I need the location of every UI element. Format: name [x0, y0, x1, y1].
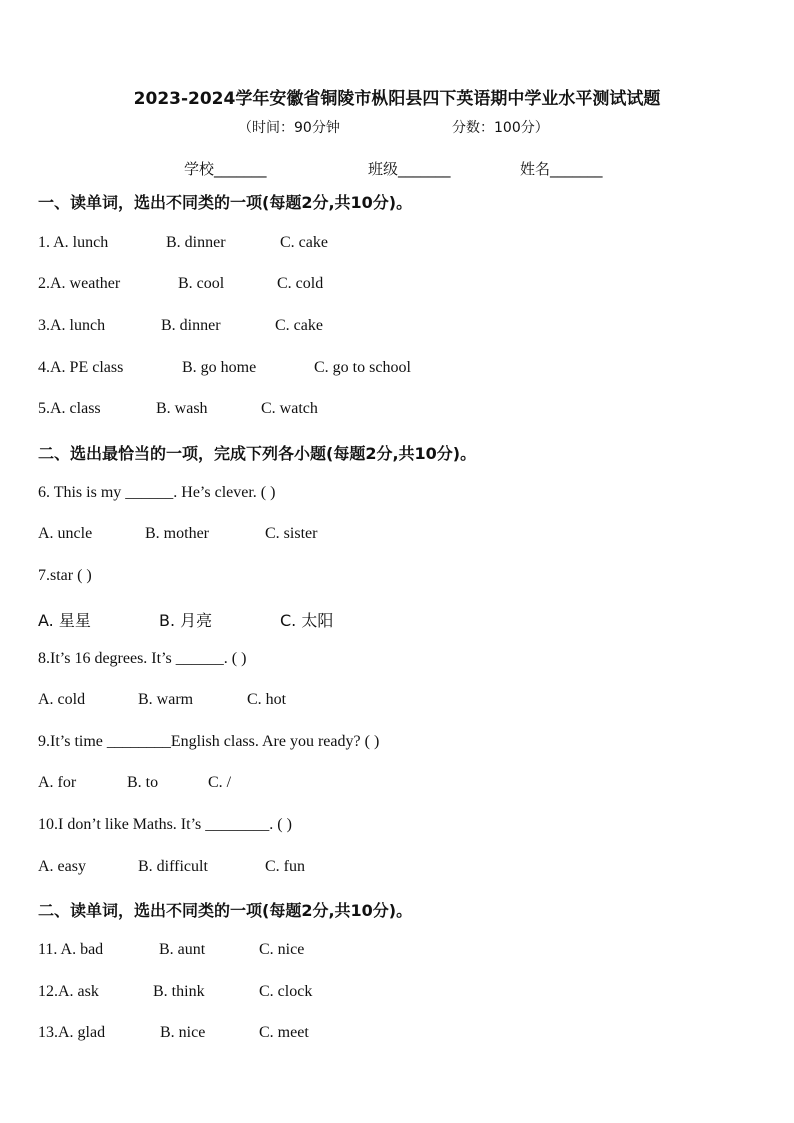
option-b: B. think — [153, 983, 205, 1000]
option-b: B. cool — [178, 275, 225, 292]
option-b: B. dinner — [166, 234, 226, 251]
option-b: B. difficult — [138, 858, 208, 875]
option-b: B. go home — [182, 359, 257, 376]
section-heading: 二、选出最恰当的一项，完成下列各小题(每题2分,共10分)。 — [38, 444, 477, 463]
question-text: 6. This is my ______. He’s clever. ( ) — [38, 484, 276, 501]
option-c: C. / — [208, 774, 232, 791]
option-a: A. cold — [38, 691, 86, 708]
question-text: 9.It’s time ________English class. Are you ready? ( ) — [38, 733, 380, 750]
option-a: 12.A. ask — [38, 983, 99, 1000]
option-b: B. dinner — [161, 317, 221, 334]
option-c: C. go to school — [314, 359, 411, 376]
option-c: C. 太阳 — [280, 611, 334, 630]
option-c: C. hot — [247, 691, 287, 708]
name-field: 姓名_______ — [520, 160, 603, 178]
school-field: 学校_______ — [184, 160, 267, 178]
option-b: B. to — [127, 774, 159, 791]
option-b: B. 月亮 — [159, 611, 213, 630]
exam-score: 分数：100分） — [452, 120, 549, 136]
option-c: C. cake — [275, 317, 323, 334]
section-heading: 二、读单词，选出不同类的一项(每题2分,共10分)。 — [38, 901, 413, 920]
question-text: 8.It’s 16 degrees. It’s ______. ( ) — [38, 650, 247, 667]
option-c: C. fun — [265, 858, 305, 875]
option-c: C. cake — [280, 234, 328, 251]
option-c: C. clock — [259, 983, 313, 1000]
option-a: A. for — [38, 774, 77, 791]
page-title: 2023-2024学年安徽省铜陵市枞阳县四下英语期中学业水平测试试题 — [133, 89, 661, 109]
question-text: 7.star ( ) — [38, 567, 92, 584]
option-c: C. watch — [261, 400, 318, 417]
option-a: 13.A. glad — [38, 1024, 106, 1041]
option-a: 4.A. PE class — [38, 359, 124, 376]
option-c: C. nice — [259, 941, 305, 958]
option-b: B. warm — [138, 691, 194, 708]
option-a: 2.A. weather — [38, 275, 121, 292]
option-a: A. 星星 — [38, 611, 91, 630]
option-a: 5.A. class — [38, 400, 101, 417]
option-a: 3.A. lunch — [38, 317, 106, 334]
option-b: B. aunt — [159, 941, 206, 958]
option-b: B. wash — [156, 400, 208, 417]
option-b: B. mother — [145, 525, 209, 542]
section-heading: 一、读单词，选出不同类的一项(每题2分,共10分)。 — [38, 193, 413, 212]
option-c: C. sister — [265, 525, 318, 542]
option-a: 11. A. bad — [38, 941, 104, 958]
option-a: 1. A. lunch — [38, 234, 109, 251]
question-text: 10.I don’t like Maths. It’s ________. ( ) — [38, 816, 292, 833]
option-a: A. easy — [38, 858, 86, 875]
exam-time: （时间：90分钟 — [238, 120, 340, 136]
option-c: C. meet — [259, 1024, 309, 1041]
option-c: C. cold — [277, 275, 324, 292]
class-field: 班级_______ — [368, 160, 451, 178]
option-a: A. uncle — [38, 525, 93, 542]
option-b: B. nice — [160, 1024, 206, 1041]
